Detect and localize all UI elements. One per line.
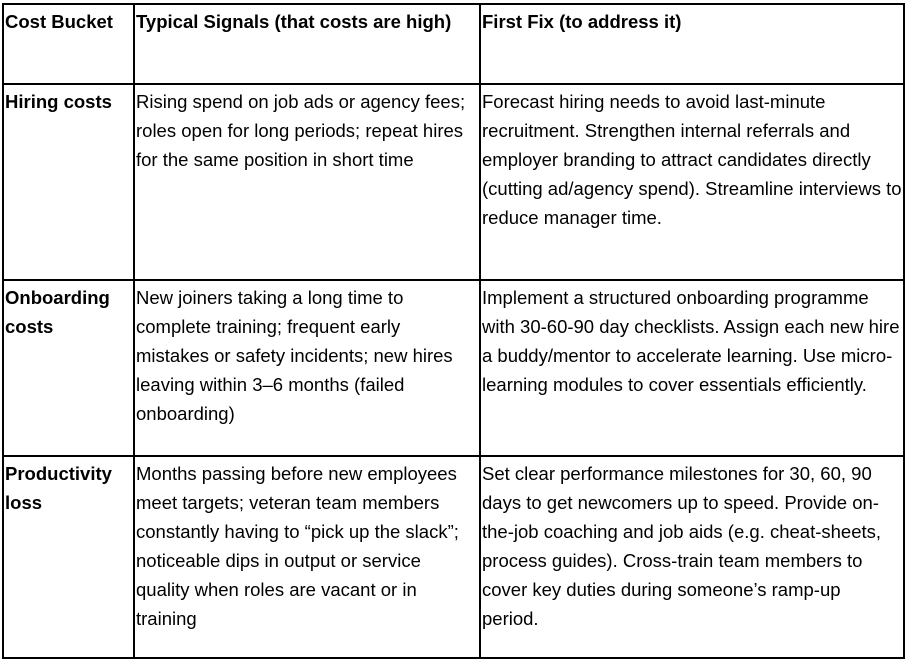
cell-typical-signals: Rising spend on job ads or agency fees; roles open for long periods; repeat hires for the same position in short time xyxy=(134,84,480,280)
table-row xyxy=(3,456,904,658)
cost-bucket-table xyxy=(2,3,905,659)
cell-cost-bucket: Productivity loss xyxy=(3,456,134,658)
table-header-row xyxy=(3,4,904,84)
cell-first-fix: Forecast hiring needs to avoid last-minute recruitment. Strengthen internal referrals and employer branding to attract candidates directly (cutting ad/agency spend). Streamline interviews to reduce manager time. xyxy=(480,84,904,280)
cell-typical-signals: Months passing before new employees meet targets; veteran team members constantly having to “pick up the slack”; noticeable dips in output or service quality when roles are vacant or in training xyxy=(134,456,480,658)
cell-first-fix: Implement a structured onboarding programme with 30-60-90 day checklists. Assign each new hire a buddy/mentor to accelerate learning. Use micro-learning modules to cover essentials efficiently. xyxy=(480,280,904,456)
cell-first-fix: Set clear performance milestones for 30, 60, 90 days to get newcomers up to speed. Provide on-the-job coaching and job aids (e.g. cheat-sheets, process guides). Cross-train team members to cover key duties during someone’s ramp-up period. xyxy=(480,456,904,658)
cell-typical-signals: New joiners taking a long time to complete training; frequent early mistakes or safety incidents; new hires leaving within 3–6 months (failed onboarding) xyxy=(134,280,480,456)
header-first-fix: First Fix (to address it) xyxy=(480,4,904,84)
table-row xyxy=(3,280,904,456)
header-cost-bucket: Cost Bucket xyxy=(3,4,134,84)
cell-cost-bucket: Onboarding costs xyxy=(3,280,134,456)
table-row xyxy=(3,84,904,280)
cell-cost-bucket: Hiring costs xyxy=(3,84,134,280)
header-typical-signals: Typical Signals (that costs are high) xyxy=(134,4,480,84)
